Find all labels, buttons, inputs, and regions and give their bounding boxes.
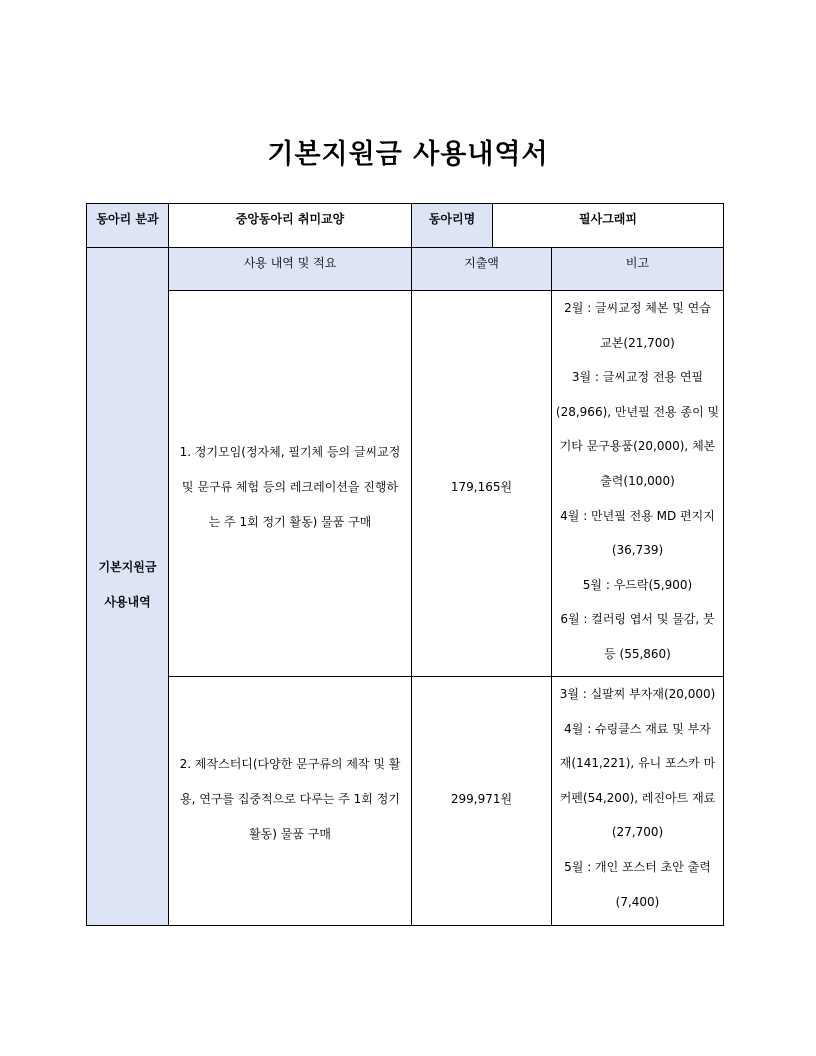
note-value: 2월 : 글씨교정 체본 및 연습 교본(21,700) 3월 : 글씨교정 전용 연필 (28,966), 만년필 전용 종이 및 기타 문구용품(20,000), 체본 출력(10,000) 4월 : 만년필 전용 MD 편지지 (36,739) 5월 : 우드락(5,900) 6월 : 컬러링 엽서 및 물감, 붓 등 (55,860) <box>552 291 724 677</box>
section-label-line1: 기본지원금 <box>98 560 157 574</box>
amount-value: 179,165원 <box>412 291 552 677</box>
section-label <box>87 248 169 926</box>
header-row <box>87 204 724 248</box>
amount-column-header: 지출액 <box>412 248 552 291</box>
amount-value: 299,971원 <box>412 677 552 926</box>
club-name-value: 필사그래피 <box>493 204 724 248</box>
note-column-header: 비고 <box>552 248 724 291</box>
usage-column-header: 사용 내역 및 적요 <box>169 248 412 291</box>
usage-description: 2. 제작스터디(다양한 문구류의 제작 및 활 용, 연구를 집중적으로 다루는 주 1회 정기 활동) 물품 구매 <box>169 677 412 926</box>
note-value: 3월 : 실팔찌 부자재(20,000) 4월 : 슈링클스 재료 및 부자 재(141,221), 유니 포스카 마 커펜(54,200), 레진아트 재료 (27,700) 5월 : 개인 포스터 초안 출력 (7,400) <box>552 677 724 926</box>
category-label: 동아리 분과 <box>87 204 169 248</box>
table-row <box>87 677 724 926</box>
section-label-line2: 사용내역 <box>104 595 151 609</box>
club-name-label: 동아리명 <box>412 204 493 248</box>
column-header-row <box>87 248 724 291</box>
category-value: 중앙동아리 취미교양 <box>169 204 412 248</box>
usage-table <box>86 203 724 926</box>
usage-description: 1. 정기모임(정자체, 필기체 등의 글씨교정 및 문구류 체험 등의 레크레이션을 진행하 는 주 1회 정기 활동) 물품 구매 <box>169 291 412 677</box>
table-row <box>87 291 724 677</box>
document-title: 기본지원금 사용내역서 <box>267 139 549 170</box>
